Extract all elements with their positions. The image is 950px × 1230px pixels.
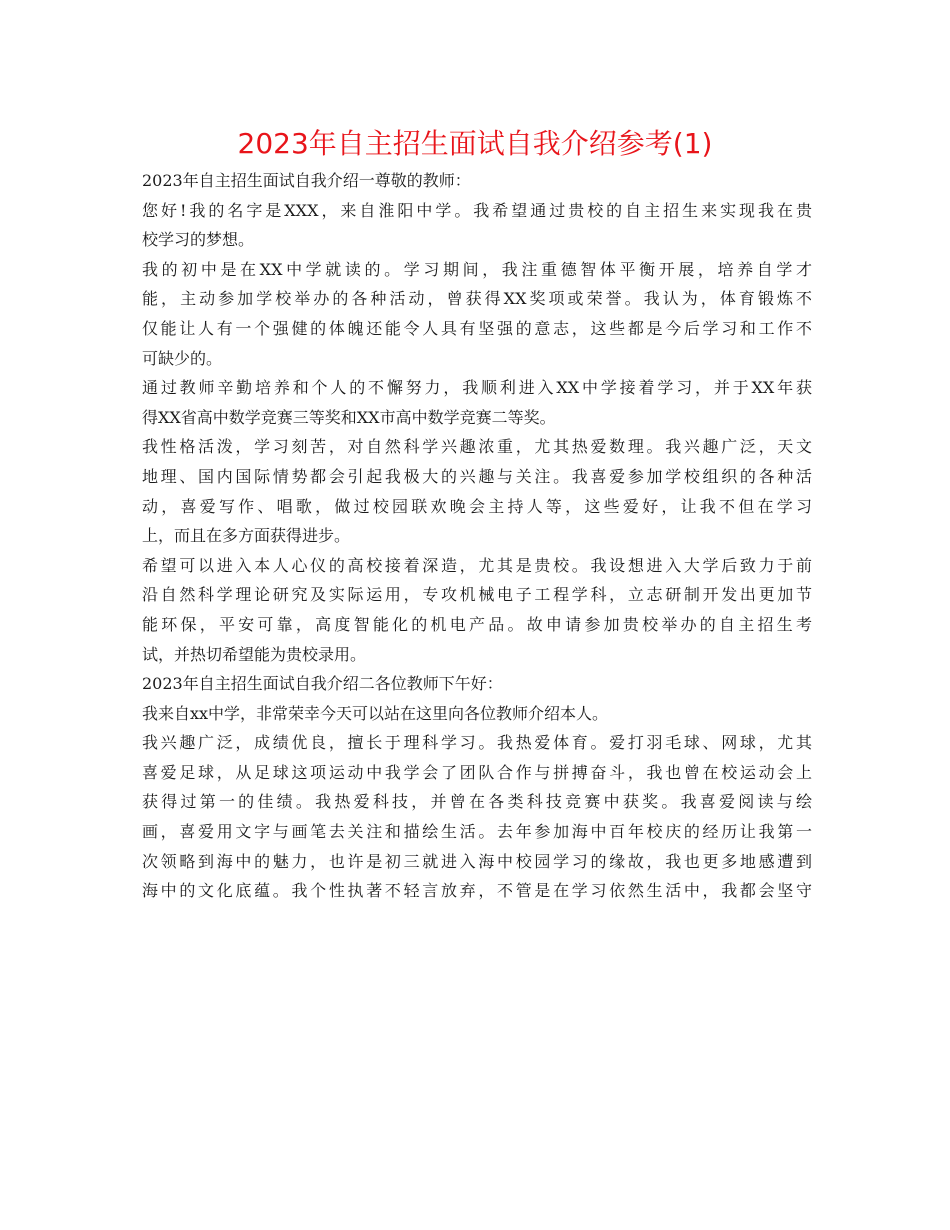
body-line: 画，喜爱用文字与画笔去关注和描绘生活。去年参加海中百年校庆的经历让我第一	[142, 822, 812, 842]
body-line: 得XX省高中数学竞赛三等奖和XX市高中数学竞赛二等奖。	[142, 407, 556, 427]
body-line: 希望可以进入本人心仪的高校接着深造，尤其是贵校。我设想进入大学后致力于前	[142, 555, 812, 575]
body-line: 您好!我的名字是XXX，来自淮阳中学。我希望通过贵校的自主招生来实现我在贵	[142, 200, 812, 220]
body-line: 沿自然科学理论研究及实际运用，专攻机械电子工程学科，立志研制开发出更加节	[142, 585, 812, 605]
body-line: 可缺少的。	[142, 348, 223, 368]
body-line: 海中的文化底蕴。我个性执著不轻言放弃，不管是在学习依然生活中，我都会坚守	[142, 881, 812, 901]
body-line: 通过教师辛勤培养和个人的不懈努力，我顺利进入XX中学接着学习，并于XX年获	[142, 378, 812, 398]
body-line: 2023年自主招生面试自我介绍二各位教师下午好：	[142, 674, 503, 694]
body-line: 我来自xx中学，非常荣幸今天可以站在这里向各位教师介绍本人。	[142, 703, 609, 723]
body-line: 仅能让人有一个强健的体魄还能令人具有坚强的意志，这些都是今后学习和工作不	[142, 318, 812, 338]
body-line: 能环保，平安可靠，高度智能化的机电产品。故申请参加贵校举办的自主招生考	[142, 614, 812, 634]
body-line: 动，喜爱写作、唱歌，做过校园联欢晚会主持人等，这些爱好，让我不但在学习	[142, 496, 812, 516]
body-line: 获得过第一的佳绩。我热爱科技，并曾在各类科技竞赛中获奖。我喜爱阅读与绘	[142, 792, 812, 812]
body-line: 地理、国内国际情势都会引起我极大的兴趣与关注。我喜爱参加学校组织的各种活	[142, 466, 812, 486]
body-line: 试，并热切希望能为贵校录用。	[142, 644, 367, 664]
body-line: 2023年自主招生面试自我介绍一尊敬的教师：	[142, 171, 471, 190]
body-line: 上，而且在多方面获得进步。	[142, 526, 351, 546]
body-line: 校学习的梦想。	[142, 230, 255, 250]
document-title: 2023年自主招生面试自我介绍参考(1)	[237, 127, 713, 160]
body-line: 次领略到海中的魅力，也许是初三就进入海中校园学习的缘故，我也更多地感遭到	[142, 851, 812, 871]
body-line: 我兴趣广泛，成绩优良，擅长于理科学习。我热爱体育。爱打羽毛球、网球，尤其	[142, 733, 812, 753]
body-line: 我的初中是在XX中学就读的。学习期间，我注重德智体平衡开展，培养自学才	[142, 259, 812, 279]
body-line: 能，主动参加学校举办的各种活动，曾获得XX奖项或荣誉。我认为，体育锻炼不	[142, 289, 812, 309]
body-line: 我性格活泼，学习刻苦，对自然科学兴趣浓重，尤其热爱数理。我兴趣广泛，天文	[142, 437, 812, 457]
body-line: 喜爱足球，从足球这项运动中我学会了团队合作与拼搏奋斗，我也曾在校运动会上	[142, 762, 812, 782]
document-body	[142, 166, 812, 906]
